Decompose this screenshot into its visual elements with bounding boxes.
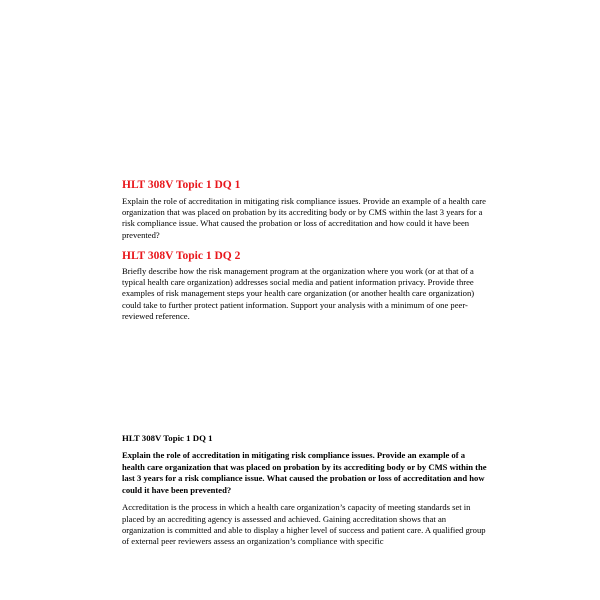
section-body-dq1: Explain the role of accreditation in mitigating risk compliance issues. Provide an example of a health care organization that was placed on probation by its accrediting body or by CMS within the last 3 years for a risk compliance issue. What caused the probation or loss of accreditation and how could it have been prevented?: [122, 196, 486, 240]
section-dq1: [122, 178, 487, 241]
question-text: Explain the role of accreditation in mitigating risk compliance issues. Provide an example of a health care organization that was placed on probation by its accrediting body or by CMS within the last 3 years for a risk compliance issue. What caused the probation or loss of accreditation and how could it have been prevented?: [122, 450, 487, 495]
section-heading-dq1: HLT 308V Topic 1 DQ 1: [122, 179, 241, 191]
answer-text: Accreditation is the process in which a health care organization’s capacity of meeting standards set in placed by an accrediting agency is assessed and achieved. Gaining accreditation shows that an organization is committed and able to display a higher level of success and patient care. A qualified group of external peer reviewers assess an organization’s compliance with specific: [122, 502, 486, 546]
section-dq1-answer: [122, 433, 487, 547]
section-body-dq2: Briefly describe how the risk management program at the organization where you work (or at that of a typical health care organization) addresses social media and patient information privacy. Provide three examples of risk management steps your health care organization (or another health care organization) could take to further protect patient information. Support your analysis with a minimum of one peer-reviewed reference.: [122, 266, 475, 321]
section-heading-dq2: HLT 308V Topic 1 DQ 2: [122, 250, 241, 262]
section-dq2: [122, 249, 487, 322]
answer-heading: HLT 308V Topic 1 DQ 1: [122, 433, 213, 443]
